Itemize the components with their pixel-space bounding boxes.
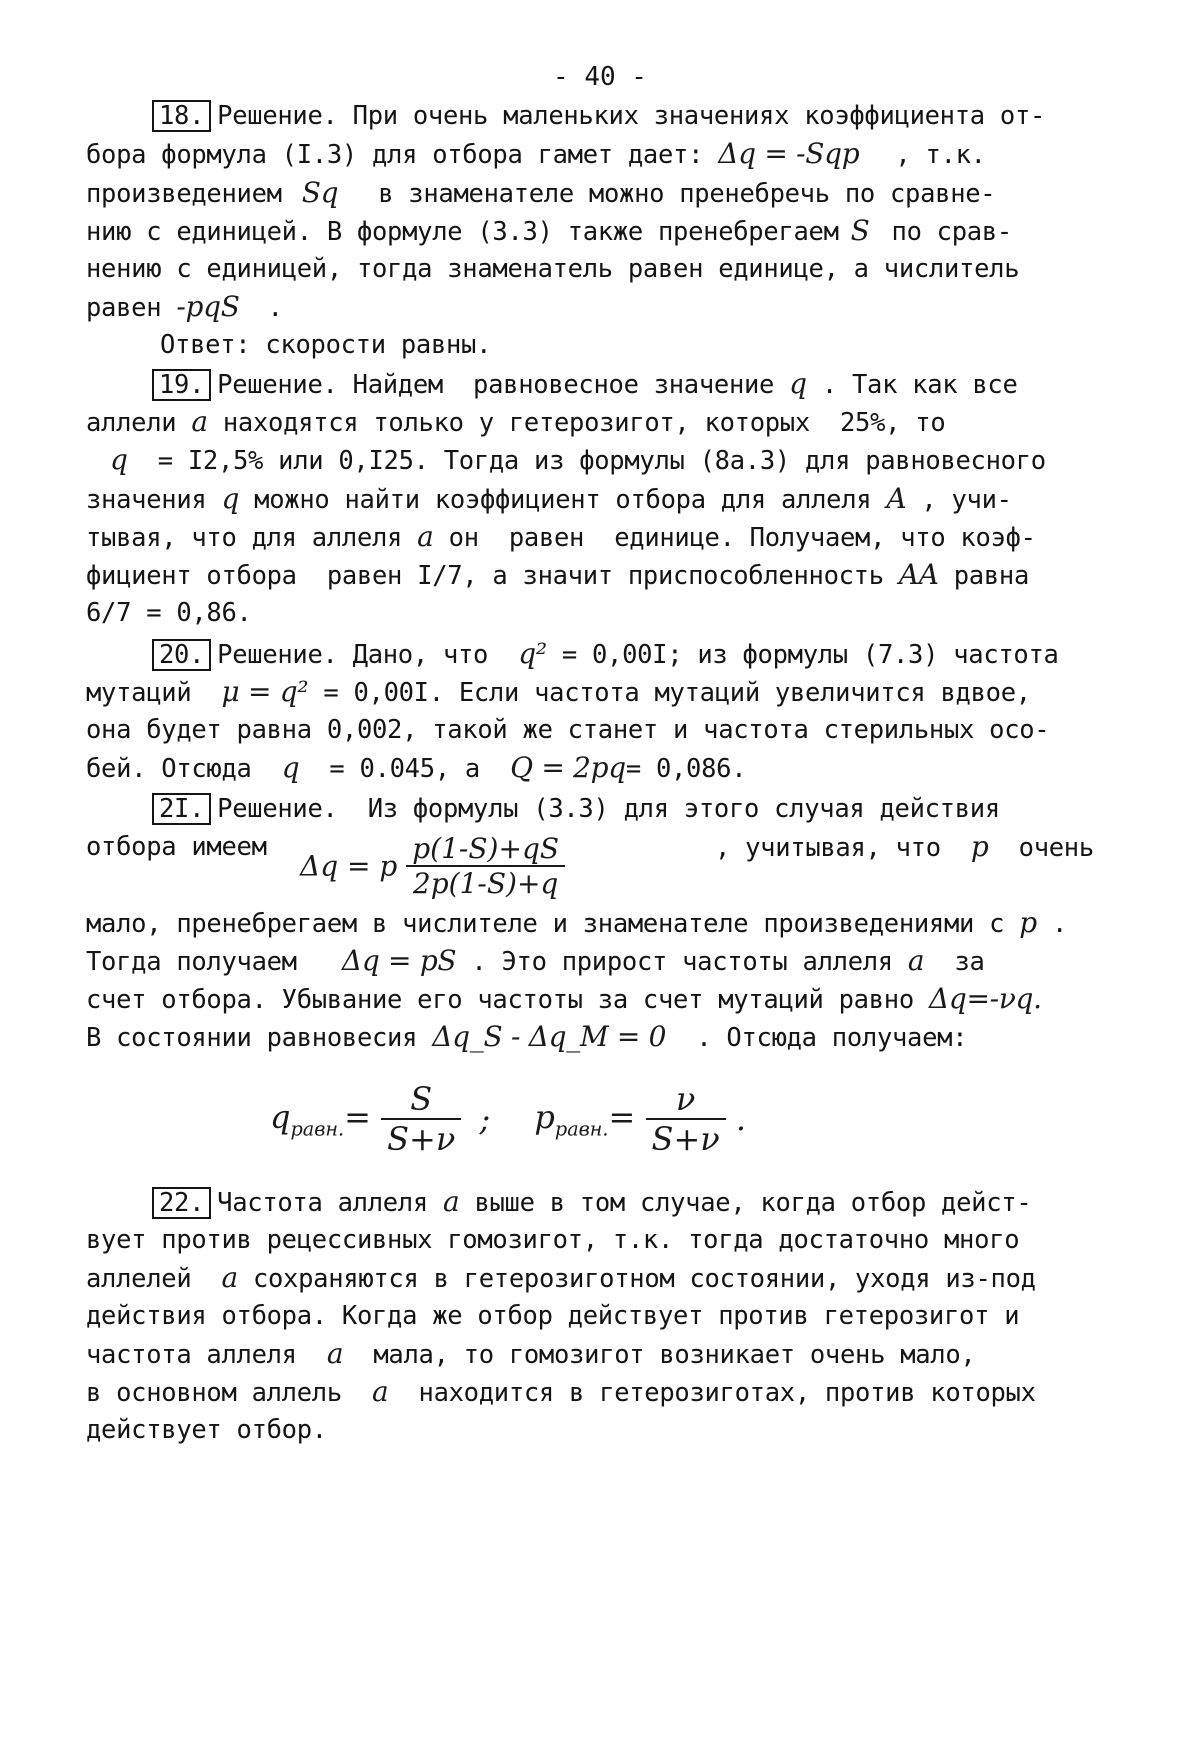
- eq-symbol: q: [270, 1097, 291, 1136]
- answer-line: Ответ: скорости равны.: [160, 330, 492, 360]
- fraction-numerator: ν: [646, 1080, 726, 1120]
- text-run: Решение. Найдем равновесное значение: [217, 370, 775, 400]
- text-run: , учи-: [921, 485, 1012, 515]
- handwritten-formula: a: [191, 405, 208, 438]
- handwritten-formula: q: [281, 751, 300, 784]
- p21-line-2-right: [715, 832, 1094, 863]
- text-run: аллели: [86, 408, 177, 438]
- handwritten-formula: p: [970, 830, 989, 863]
- problem-number-box: 22.: [152, 1187, 211, 1219]
- p21-line-5: [86, 984, 1042, 1015]
- text-run: по срав-: [891, 217, 1012, 247]
- text-run: за: [954, 947, 985, 977]
- problem-number-box: 19.: [152, 369, 211, 401]
- handwritten-formula: Sq: [301, 176, 339, 209]
- text-run: мутаций: [86, 678, 192, 708]
- text-run: в основном аллель: [86, 1378, 342, 1408]
- handwritten-formula: -pqS: [176, 290, 240, 323]
- text-run: Частота аллеля: [217, 1188, 428, 1218]
- p22-line-6: [86, 1377, 1036, 1408]
- p18-line-2: [86, 139, 986, 170]
- p19-line-5: [86, 522, 1036, 553]
- eq-symbol: p: [534, 1097, 555, 1136]
- eq-separator: ;: [479, 1100, 491, 1138]
- p22-line-4: действия отбора. Когда же отбор действует против гетерозигот и: [86, 1301, 1020, 1331]
- text-run: , т.к.: [895, 140, 986, 170]
- text-run: находится в гетерозиготах, против которых: [418, 1378, 1036, 1408]
- p20-line-4: [86, 753, 746, 784]
- handwritten-formula: Δq = -Sqp: [718, 137, 860, 170]
- eq1-lhs: $q_{равн.}=$: [270, 1097, 371, 1141]
- p22-line-5: [86, 1339, 975, 1370]
- handwritten-formula: A: [886, 482, 907, 515]
- eq-subscript: равн.: [554, 1117, 609, 1141]
- text-run: .: [1051, 909, 1068, 939]
- eq2-lhs: $p_{равн.}=$: [534, 1097, 636, 1141]
- text-run: , учитывая, что: [715, 833, 941, 863]
- handwritten-formula: AA: [898, 558, 939, 591]
- text-run: в знаменателе можно пренебречь по сравне-: [378, 179, 996, 209]
- p22-line-3: [86, 1263, 1036, 1294]
- eq-subscript: равн.: [290, 1117, 345, 1141]
- text-run: бора формула (I.3) для отбора гамет дает:: [86, 140, 704, 170]
- fraction-denominator: 2p(1-S)+q: [412, 867, 559, 900]
- handwritten-formula: q: [221, 482, 240, 515]
- text-run: Тогда получаем: [86, 947, 297, 977]
- handwritten-formula: a: [326, 1337, 344, 1370]
- handwritten-formula: Δq_S - Δq_M = 0: [432, 1020, 667, 1053]
- text-run: счет отбора. Убывание его частоты за счет мутаций равно: [86, 985, 914, 1015]
- text-run: сохраняются в гетерозиготном состоянии, уходя из-под: [252, 1264, 1036, 1294]
- equilibrium-formula: [270, 1080, 746, 1158]
- handwritten-formula: q²: [518, 637, 547, 670]
- text-run: = 0,086.: [625, 754, 747, 784]
- problem-number-box: 18.: [152, 100, 211, 132]
- problem-number-box: 20.: [152, 639, 211, 671]
- p20-line-3: она будет равна 0,002, такой же станет и частота стерильных осо-: [86, 715, 1050, 745]
- p19-line-2: [86, 407, 945, 438]
- text-run: мала, то гомозигот возникает очень мало,: [373, 1340, 976, 1370]
- p19-line-3: [110, 445, 1046, 476]
- text-run: Решение. Из формулы (3.3) для этого случая действия: [217, 794, 1000, 824]
- p18-line-6: [86, 292, 283, 323]
- p20-line-2: [86, 677, 1031, 708]
- handwritten-formula: S: [850, 214, 870, 247]
- handwritten-formula: Δq = pS: [341, 944, 457, 977]
- handwritten-formula: Δq=-νq.: [928, 982, 1042, 1015]
- text-run: = 0,00I; из формулы (7.3) частота: [561, 640, 1059, 670]
- text-run: = 0,00I. Если частота мутаций увеличится вдвое,: [323, 678, 1031, 708]
- page-number: - 40 -: [553, 62, 647, 92]
- text-run: бей. Отсюда: [86, 754, 252, 784]
- fraction: [406, 832, 565, 900]
- handwritten-formula: μ = q²: [221, 675, 309, 708]
- p22-line-7: действует отбор.: [86, 1415, 327, 1445]
- text-run: аллелей: [86, 1264, 192, 1294]
- p21-line-1: [152, 793, 1000, 825]
- text-run: фициент отбора равен I/7, а значит приспособленность: [86, 561, 884, 591]
- text-run: произведением: [86, 179, 282, 209]
- fraction-denominator: S+ν: [651, 1120, 720, 1158]
- text-run: очень: [1018, 833, 1094, 863]
- eq1-fraction: [381, 1080, 461, 1158]
- p19-line-7: 6/7 = 0,86.: [86, 598, 252, 628]
- text-run: . Отсюда получаем:: [696, 1023, 968, 1053]
- handwritten-formula: p: [1019, 906, 1037, 939]
- text-run: нию с единицей. В формуле (3.3) также пренебрегаем: [86, 217, 839, 247]
- formula-lhs: Δq = p: [300, 849, 398, 883]
- p19-line-1: [152, 369, 1018, 401]
- text-run: В состоянии равновесия: [86, 1023, 418, 1053]
- handwritten-formula: a: [907, 944, 925, 977]
- text-run: равен: [86, 293, 162, 323]
- eq-end: .: [735, 1100, 747, 1138]
- handwritten-formula: a: [417, 520, 434, 553]
- p18-line-3: [86, 178, 995, 209]
- p18-line-5: [86, 254, 1019, 284]
- p21-line-2: [86, 832, 267, 862]
- p20-line-1: [152, 639, 1059, 671]
- handwritten-formula: a: [442, 1185, 460, 1218]
- text-run: Решение. Дано, что: [217, 640, 489, 670]
- fraction-denominator: S+ν: [387, 1120, 456, 1158]
- problem-number-box: 2I.: [152, 793, 211, 825]
- handwritten-formula: q: [789, 367, 807, 400]
- text-run: Решение. При очень маленьких значениях коэффициента от-: [217, 101, 1046, 131]
- text-run: = I2,5% или 0,I25. Тогда из формулы (8а.3) для равновесного: [157, 446, 1046, 476]
- text-run: мало, пренебрегаем в числителе и знаменателе произведениями с: [86, 909, 1005, 939]
- text-run: .: [267, 293, 283, 323]
- p18-line-1: [152, 100, 1045, 132]
- text-run: значения: [86, 485, 207, 515]
- text-run: можно найти коэффициент отбора для аллеля: [254, 485, 872, 515]
- handwritten-formula: q: [110, 443, 128, 476]
- text-run: . Это прирост частоты аллеля: [471, 947, 893, 977]
- p21-line-6: [86, 1022, 967, 1053]
- text-run: . Так как все: [821, 370, 1018, 400]
- text-run: находятся только у гетерозигот, которых 25%, то: [222, 408, 946, 438]
- text-run: = 0.045, а: [329, 754, 480, 784]
- handwritten-formula: Q = 2pq: [510, 751, 626, 784]
- handwritten-formula: a: [372, 1375, 389, 1408]
- text-run: он равен единице. Получаем, что коэф-: [448, 523, 1036, 553]
- p19-line-6: [86, 560, 1029, 591]
- p19-line-4: [86, 484, 1012, 515]
- fraction-formula: [300, 832, 565, 900]
- text-run: выше в том случае, когда отбор дейст-: [474, 1188, 1032, 1218]
- text-run: нению с единицей, тогда знаменатель равен единице, а числитель: [86, 254, 1020, 284]
- text-run: тывая, что для аллеля: [86, 523, 403, 553]
- fraction-numerator: S: [381, 1080, 461, 1120]
- handwritten-formula: a: [221, 1261, 238, 1294]
- text-run: равна: [953, 561, 1030, 591]
- p21-line-3: [86, 908, 1067, 939]
- eq2-fraction: [646, 1080, 726, 1158]
- p18-line-4: [86, 216, 1012, 247]
- text-run: отбора имеем: [86, 832, 267, 862]
- p22-line-1: [152, 1187, 1031, 1219]
- fraction-numerator: p(1-S)+qS: [406, 832, 565, 867]
- p22-line-2: вует против рецессивных гомозигот, т.к. тогда достаточно много: [86, 1225, 1020, 1255]
- text-run: частота аллеля: [86, 1340, 297, 1370]
- p21-line-4: [86, 946, 985, 977]
